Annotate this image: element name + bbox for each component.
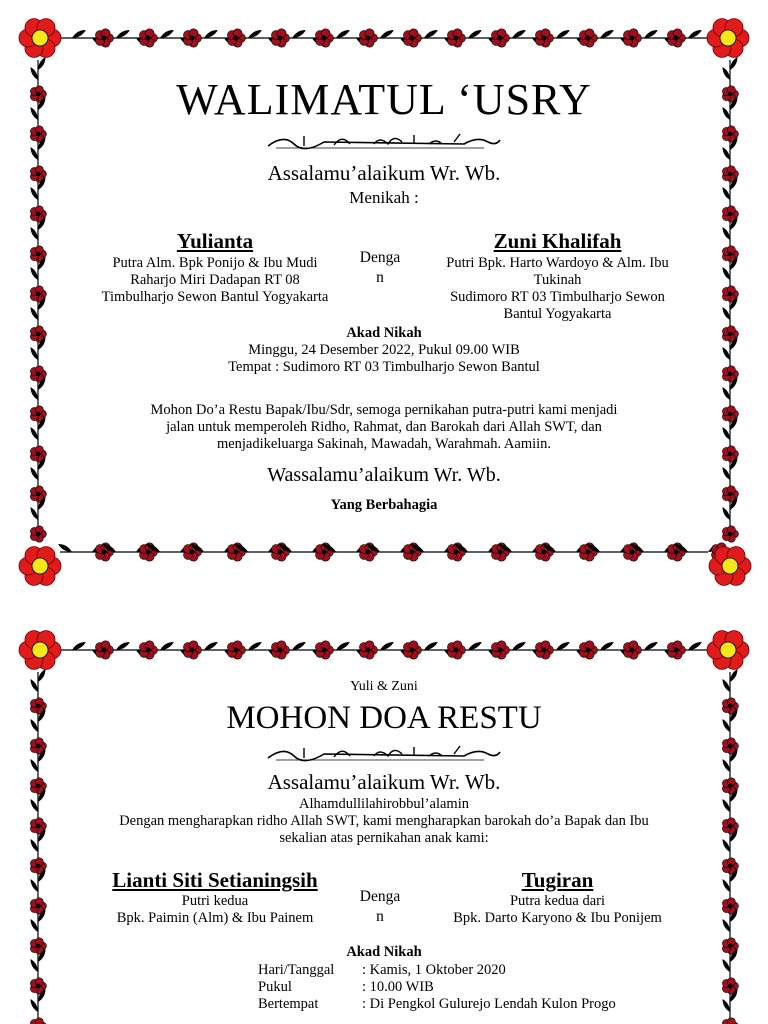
vine-flower (403, 641, 421, 659)
vine-flower (95, 641, 113, 659)
akad-section (60, 325, 708, 376)
leaf (723, 799, 731, 812)
leaf (31, 719, 39, 732)
closing-greeting: Wassalamu’alaikum Wr. Wb. (267, 464, 501, 486)
corner-flower (707, 19, 749, 58)
leaf (723, 67, 731, 80)
arabic-calligraphy-basmalah (264, 130, 504, 154)
vine-flower (315, 29, 333, 47)
vine-flower (227, 29, 245, 47)
leaf (723, 839, 731, 852)
leaf (38, 57, 46, 70)
leaf (31, 107, 39, 120)
groom-address-1: Raharjo Miri Dadapan RT 08 (130, 272, 300, 288)
leaf (72, 30, 86, 38)
leaf (31, 879, 39, 892)
leaf (31, 67, 39, 80)
leaf (723, 347, 731, 360)
opening-greeting: Assalamu’alaikum Wr. Wb. (267, 770, 501, 794)
akad-detail-value: : Di Pengkol Gulurejo Lendah Kulon Progo (362, 996, 616, 1012)
vine-flower (315, 641, 333, 659)
leaf (31, 387, 39, 400)
leaf (723, 879, 731, 892)
vine-flower (139, 641, 157, 659)
akad-title: Akad Nikah (346, 325, 422, 341)
corner-flower (19, 19, 61, 58)
groom-address-2: Timbulharjo Sewon Bantul Yogyakarta (101, 289, 329, 305)
akad-detail-row (258, 962, 658, 979)
leaf (723, 959, 731, 972)
leaf (31, 999, 39, 1012)
vine-flower (491, 641, 509, 659)
leaf (248, 642, 262, 650)
akad-detail-label: Hari/Tanggal (258, 962, 335, 978)
dengan-conjunction (345, 248, 415, 288)
leaf (31, 959, 39, 972)
dengan-part-2: n (376, 908, 384, 925)
leaf (31, 507, 39, 520)
intro-section (60, 796, 708, 847)
card-title: WALIMATUL ‘USRY (176, 75, 592, 124)
leaf (723, 107, 731, 120)
dengan-part-1: Denga (359, 888, 401, 905)
leaf (468, 30, 482, 38)
leaf (31, 467, 39, 480)
leaf (723, 507, 731, 520)
dengan-conjunction (345, 887, 415, 927)
leaf (468, 642, 482, 650)
bride-order: Putri kedua (181, 893, 249, 909)
vine-flower (579, 29, 597, 47)
opening-greeting: Assalamu’alaikum Wr. Wb. (267, 161, 501, 185)
doa-line-3: menjadikeluarga Sakinah, Mawadah, Warahmah. Aamiin. (216, 436, 552, 452)
corner-flower (709, 547, 751, 586)
vine-flower (139, 29, 157, 47)
vine-flower (579, 641, 597, 659)
vine-flower (30, 526, 46, 542)
akad-details (258, 962, 658, 1013)
leaf (31, 799, 39, 812)
leaf (58, 544, 72, 552)
vine-flower (623, 641, 641, 659)
leaf (248, 30, 262, 38)
leaf (336, 30, 350, 38)
groom-block (80, 229, 350, 306)
leaf (292, 30, 306, 38)
vine-flower (359, 29, 377, 47)
bride-block (80, 868, 350, 927)
vine-flower (667, 641, 685, 659)
leaf (723, 227, 731, 240)
groom-name: Tugiran (521, 868, 594, 892)
bride-address-1: Sudimoro RT 03 Timbulharjo Sewon (450, 289, 665, 305)
akad-detail-value: : Kamis, 1 Oktober 2020 (362, 962, 506, 978)
leaf (380, 642, 394, 650)
leaf (292, 642, 306, 650)
corner-flower (19, 547, 61, 586)
dengan-part-1: Denga (359, 249, 401, 266)
leaf (31, 307, 39, 320)
leaf (31, 347, 39, 360)
bride-parents: Bpk. Paimin (Alm) & Ibu Painem (116, 910, 314, 926)
vine-flower (722, 526, 738, 542)
bride-address-2: Bantul Yogyakarta (503, 306, 612, 322)
leaf (730, 669, 738, 682)
vine-flower (183, 29, 201, 47)
bride-name: Zuni Khalifah (493, 229, 622, 253)
corner-flower (707, 631, 749, 670)
vine-flower (623, 29, 641, 47)
leaf (688, 642, 702, 650)
leaf (31, 427, 39, 440)
couple-short-names: Yuli & Zuni (350, 679, 418, 694)
vine-flower (722, 1018, 738, 1024)
leaf (204, 30, 218, 38)
leaf (556, 642, 570, 650)
leaf (31, 839, 39, 852)
leaf (723, 267, 731, 280)
leaf (116, 642, 130, 650)
leaf (31, 267, 39, 280)
leaf (600, 642, 614, 650)
leaf (424, 30, 438, 38)
doa-paragraph (60, 402, 708, 453)
leaf (723, 919, 731, 932)
leaf (380, 30, 394, 38)
leaf (72, 642, 86, 650)
akad-detail-label: Bertempat (258, 996, 319, 1012)
corner-flower (19, 631, 61, 670)
vine-flower (403, 29, 421, 47)
vine-flower (447, 29, 465, 47)
leaf (160, 30, 174, 38)
hamdalah: Alhamdullilahirobbul’alamin (299, 796, 469, 812)
leaf (31, 919, 39, 932)
vine-flower (535, 29, 553, 47)
groom-name: Yulianta (176, 229, 254, 253)
invitation-card-mohon-doa-restu (0, 612, 768, 1024)
leaf (723, 759, 731, 772)
card-title: MOHON DOA RESTU (226, 700, 542, 736)
akad-date: Minggu, 24 Desember 2022, Pukul 09.00 WIB (248, 342, 520, 358)
vine-flower (667, 29, 685, 47)
leaf (723, 719, 731, 732)
leaf (644, 642, 658, 650)
arabic-calligraphy-basmalah (264, 742, 504, 766)
leaf (556, 30, 570, 38)
leaf (204, 642, 218, 650)
doa-line-1: Mohon Do’a Restu Bapak/Ibu/Sdr, semoga pernikahan putra-putri kami menjadi (150, 402, 618, 418)
leaf (723, 679, 731, 692)
leaf (31, 679, 39, 692)
intro-line-1: Dengan mengharapkan ridho Allah SWT, kami mengharapkan barokah do’a Bapak dan Ibu (119, 813, 649, 829)
groom-parents: Bpk. Darto Karyono & Ibu Ponijem (453, 910, 662, 926)
bride-parents: Putri Bpk. Harto Wardoyo & Alm. Ibu (446, 255, 669, 271)
doa-line-2: jalan untuk memperoleh Ridho, Rahmat, dan Barokah dari Allah SWT, dan (166, 419, 602, 435)
menikah-label: Menikah : (349, 188, 419, 207)
leaf (160, 642, 174, 650)
vine-flower (271, 641, 289, 659)
bride-block (420, 229, 695, 323)
leaf (600, 30, 614, 38)
leaf (723, 999, 731, 1012)
akad-place: Tempat : Sudimoro RT 03 Timbulharjo Sewon Bantul (228, 359, 540, 375)
vine-flower (271, 29, 289, 47)
leaf (31, 759, 39, 772)
leaf (31, 187, 39, 200)
groom-order: Putra kedua dari (509, 893, 606, 909)
vine-flower (359, 641, 377, 659)
vine-flower (30, 1018, 46, 1024)
akad-detail-value: : 10.00 WIB (362, 979, 434, 995)
leaf (688, 30, 702, 38)
signoff: Yang Berbahagia (330, 497, 438, 513)
dengan-part-2: n (376, 269, 384, 286)
leaf (38, 669, 46, 682)
akad-title: Akad Nikah (346, 944, 422, 960)
groom-block (420, 868, 695, 927)
leaf (723, 187, 731, 200)
leaf (723, 427, 731, 440)
leaf (31, 227, 39, 240)
vine-flower (491, 29, 509, 47)
akad-detail-row (258, 996, 658, 1013)
akad-detail-row (258, 979, 658, 996)
leaf (116, 30, 130, 38)
leaf (644, 30, 658, 38)
leaf (336, 642, 350, 650)
leaf (512, 30, 526, 38)
leaf (723, 467, 731, 480)
leaf (31, 147, 39, 160)
leaf (723, 147, 731, 160)
leaf (723, 387, 731, 400)
vine-flower (447, 641, 465, 659)
leaf (723, 307, 731, 320)
akad-detail-label: Pukul (258, 979, 292, 995)
vine-flower (535, 641, 553, 659)
bride-name: Lianti Siti Setianingsih (112, 868, 318, 892)
groom-parents: Putra Alm. Bpk Ponijo & Ibu Mudi (112, 255, 318, 271)
leaf (512, 642, 526, 650)
leaf (424, 642, 438, 650)
vine-flower (183, 641, 201, 659)
intro-line-2: sekalian atas pernikahan anak kami: (279, 830, 489, 846)
vine-flower (95, 29, 113, 47)
leaf (730, 57, 738, 70)
bride-parents-cont: Tukinah (533, 272, 582, 288)
vine-flower (227, 641, 245, 659)
